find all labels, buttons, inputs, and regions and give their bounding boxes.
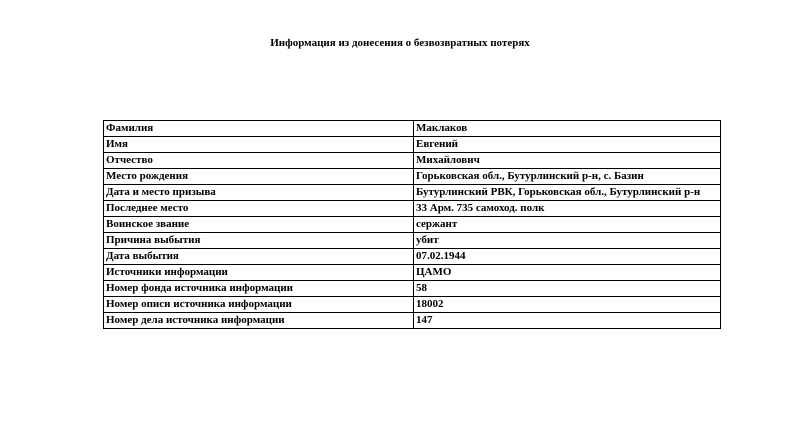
table-row — [104, 185, 721, 201]
table-row — [104, 281, 721, 297]
table-row — [104, 137, 721, 153]
table-row — [104, 233, 721, 249]
field-label-surname: Фамилия — [104, 121, 414, 137]
field-value-file-number: 147 — [414, 313, 721, 329]
table-row — [104, 265, 721, 281]
loss-record-table — [103, 120, 721, 329]
table-row — [104, 249, 721, 265]
field-label-sources: Источники информации — [104, 265, 414, 281]
field-label-patronymic: Отчество — [104, 153, 414, 169]
field-value-first-name: Евгений — [414, 137, 721, 153]
table-row — [104, 313, 721, 329]
field-label-file-number: Номер дела источника информации — [104, 313, 414, 329]
field-label-first-name: Имя — [104, 137, 414, 153]
table-row — [104, 201, 721, 217]
field-value-reason: убит — [414, 233, 721, 249]
field-value-inventory-number: 18002 — [414, 297, 721, 313]
page-title: Информация из донесения о безвозвратных потерях — [270, 37, 530, 49]
table-row — [104, 297, 721, 313]
field-label-conscription: Дата и место призыва — [104, 185, 414, 201]
field-value-rank: сержант — [414, 217, 721, 233]
field-value-birthplace: Горьковская обл., Бутурлинский р-н, с. Базин — [414, 169, 721, 185]
field-label-last-place: Последнее место — [104, 201, 414, 217]
field-value-conscription: Бутурлинский РВК, Горьковская обл., Бутурлинский р-н — [414, 185, 721, 201]
field-value-last-place: 33 Арм. 735 самоход. полк — [414, 201, 721, 217]
table-row — [104, 169, 721, 185]
field-label-inventory-number: Номер описи источника информации — [104, 297, 414, 313]
field-label-date: Дата выбытия — [104, 249, 414, 265]
field-value-sources: ЦАМО — [414, 265, 721, 281]
field-label-reason: Причина выбытия — [104, 233, 414, 249]
field-value-fond-number: 58 — [414, 281, 721, 297]
table-row — [104, 121, 721, 137]
field-label-birthplace: Место рождения — [104, 169, 414, 185]
table-row — [104, 153, 721, 169]
field-value-surname: Маклаков — [414, 121, 721, 137]
field-value-date: 07.02.1944 — [414, 249, 721, 265]
field-label-rank: Воинское звание — [104, 217, 414, 233]
table-row — [104, 217, 721, 233]
field-label-fond-number: Номер фонда источника информации — [104, 281, 414, 297]
field-value-patronymic: Михайлович — [414, 153, 721, 169]
